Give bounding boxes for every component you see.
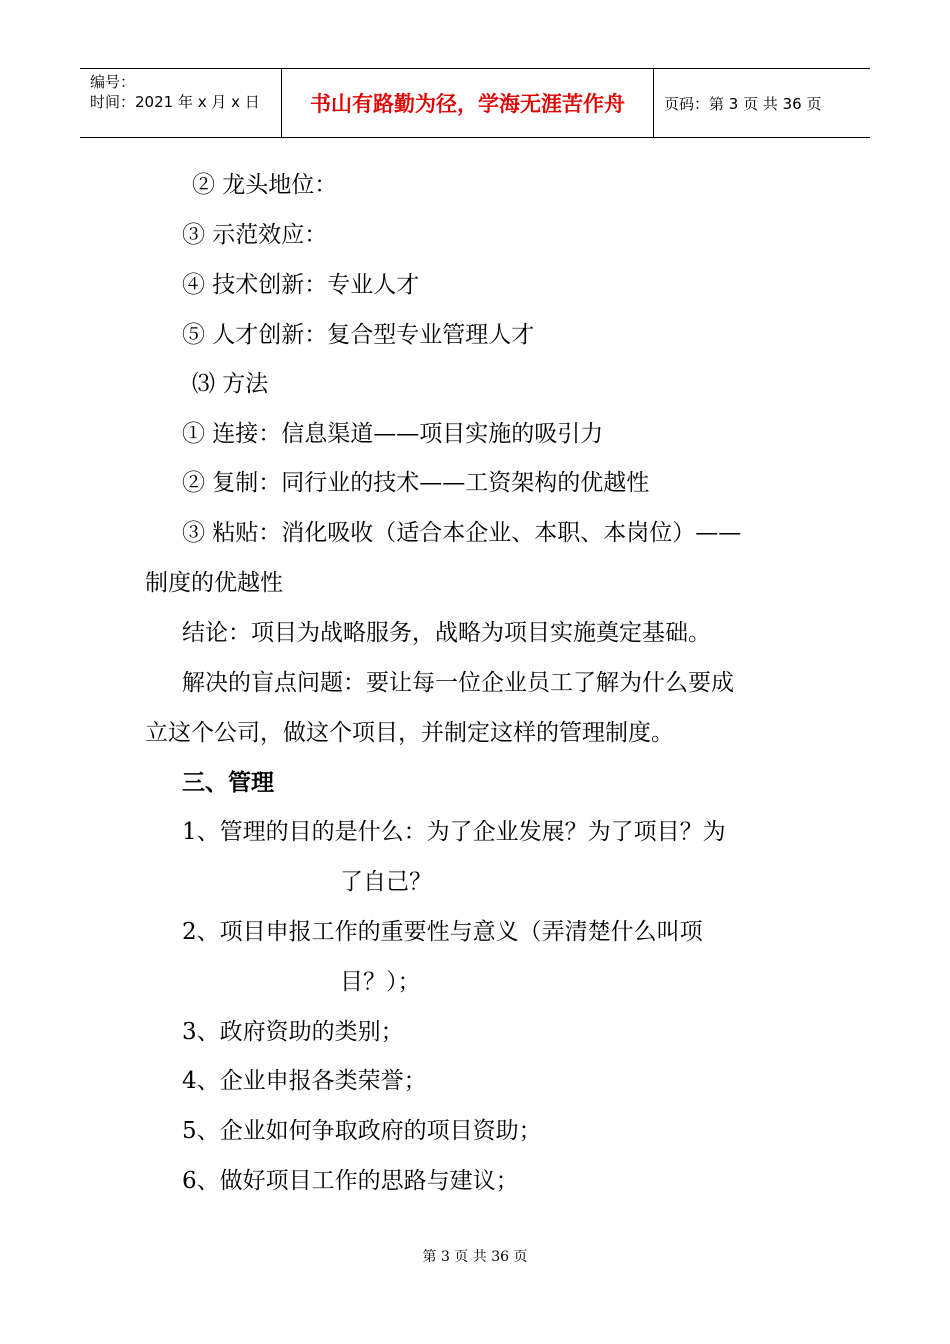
header-meta (80, 69, 282, 137)
section-method: ⑶ 方法 (192, 371, 269, 397)
item-paste: ③ 粘贴：消化吸收（适合本企业、本职、本岗位）—— (182, 520, 742, 546)
item-connect: ① 连接：信息渠道——项目实施的吸引力 (182, 421, 604, 447)
time-label: 时间：2021 年 x 月 x 日 (90, 93, 260, 111)
management-item-5: 5、企业如何争取政府的项目资助； (182, 1118, 542, 1144)
item-copy: ② 复制：同行业的技术——工资架构的优越性 (182, 470, 650, 496)
header-page-info: 页码：第 3 页 共 36 页 (664, 94, 822, 113)
page-header (80, 68, 870, 138)
management-item-4: 4、企业申报各类荣誉； (182, 1068, 427, 1094)
blind-spot-cont: 立这个公司，做这个项目，并制定这样的管理制度。 (145, 720, 674, 746)
management-item-6: 6、做好项目工作的思路与建议； (182, 1168, 519, 1194)
header-motto: 书山有路勤为径，学海无涯苦作舟 (282, 69, 654, 137)
management-item-2: 2、项目申报工作的重要性与意义（弄清楚什么叫项 (182, 919, 703, 945)
item-tech-innovation: ④ 技术创新：专业人才 (182, 272, 420, 298)
management-item-1-cont: 了自己？ (340, 869, 432, 895)
section-heading-management: 三、管理 (182, 770, 274, 796)
item-paste-cont: 制度的优越性 (145, 570, 283, 596)
item-leading-position: ② 龙头地位： (192, 172, 338, 198)
item-demo-effect: ③ 示范效应： (182, 222, 328, 248)
management-item-3: 3、政府资助的类别； (182, 1019, 404, 1045)
item-talent-innovation: ⑤ 人才创新：复合型专业管理人才 (182, 322, 535, 348)
management-item-2-cont: 目？）； (340, 969, 421, 995)
conclusion: 结论：项目为战略服务，战略为项目实施奠定基础。 (182, 620, 711, 646)
page-footer: 第 3 页 共 36 页 (422, 1249, 528, 1265)
number-label: 编号： (90, 73, 136, 91)
management-item-1: 1、管理的目的是什么：为了企业发展？为了项目？为 (182, 819, 726, 845)
blind-spot: 解决的盲点问题：要让每一位企业员工了解为什么要成 (182, 670, 734, 696)
